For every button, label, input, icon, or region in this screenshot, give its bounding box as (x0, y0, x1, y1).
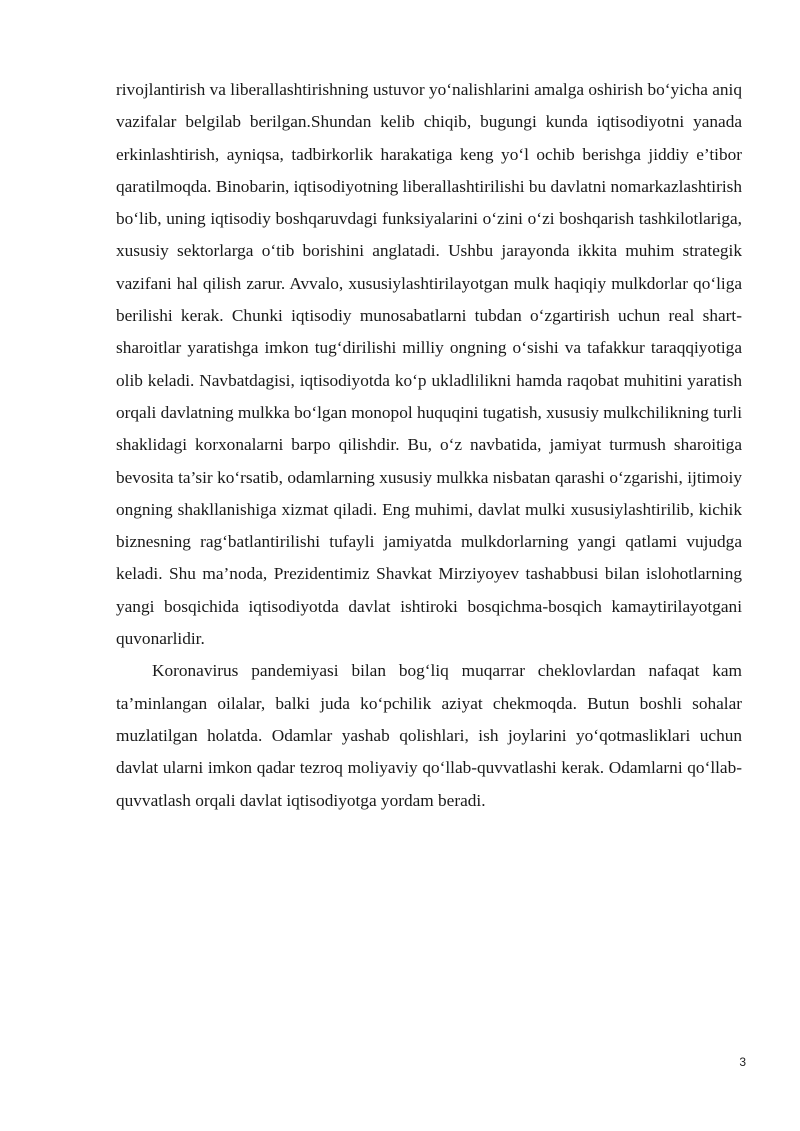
paragraph-1: rivojlantirish va liberallashtirishning ustuvor yo‘nalishlarini amalga oshirish bo‘yicha aniq vazifalar belgilab berilgan.Shundan kelib chiqib, bugungi kunda iqtisodiyotni yanada erkinlashtirish, ayniqsa, tadbirkorlik harakatiga keng yo‘l ochib berishga jiddiy e’tibor qaratilmoqda. Binobarin, iqtisodiyotning liberallashtirilishi bu davlatni nomarkazlashtirish bo‘lib, uning iqtisodiy boshqaruvdagi funksiyalarini o‘zini o‘zi boshqarish tashkilotlariga, xususiy sektorlarga o‘tib borishini anglatadi. Ushbu jarayonda ikkita muhim strategik vazifani hal qilish zarur. Avvalo, xususiylashtirilayotgan mulk haqiqiy mulkdorlar qo‘liga berilishi kerak. Chunki iqtisodiy munosabatlarni tubdan o‘zgartirish uchun real shart-sharoitlar yaratishga imkon tug‘dirilishi milliy ongning o‘sishi va tafakkur taraqqiyotiga olib keladi. Navbatdagisi, iqtisodiyotda ko‘p ukladlilikni hamda raqobat muhitini yaratish orqali davlatning mulkka bo‘lgan monopol huquqini tugatish, xususiy mulkchilikning turli shaklidagi korxonalarni barpo qilishdir. Bu, o‘z navbatida, jamiyat turmush sharoitiga bevosita ta’sir ko‘rsatib, odamlarning xususiy mulkka nisbatan qarashi o‘zgarishi, ijtimoiy ongning shakllanishiga xizmat qiladi. Eng muhimi, davlat mulki xususiylashtirilib, kichik biznesning rag‘batlantirilishi tufayli jamiyatda mulkdorlarning yangi qatlami vujudga keladi. Shu ma’noda, Prezidentimiz Shavkat Mirziyoyev tashabbusi bilan islohotlarning yangi bosqichida iqtisodiyotda davlat ishtiroki bosqichma-bosqich kamaytirilayotgani quvonarlidir. (116, 80, 742, 649)
paragraph-2: Koronavirus pandemiyasi bilan bog‘liq muqarrar cheklovlardan nafaqat kam ta’minlangan oilalar, balki juda ko‘pchilik aziyat chekmoqda. Butun boshli sohalar muzlatilgan holatda. Odamlar yashab qolishlari, ish joylarini yo‘qotmasliklari uchun davlat ularni imkon qadar tezroq moliyaviy qo‘llab-quvvatlashi kerak. Odamlarni qo‘llab-quvvatlash orqali davlat iqtisodiyotga yordam beradi. (116, 661, 742, 810)
page-number: 3 (739, 1055, 746, 1069)
document-body (116, 74, 742, 817)
